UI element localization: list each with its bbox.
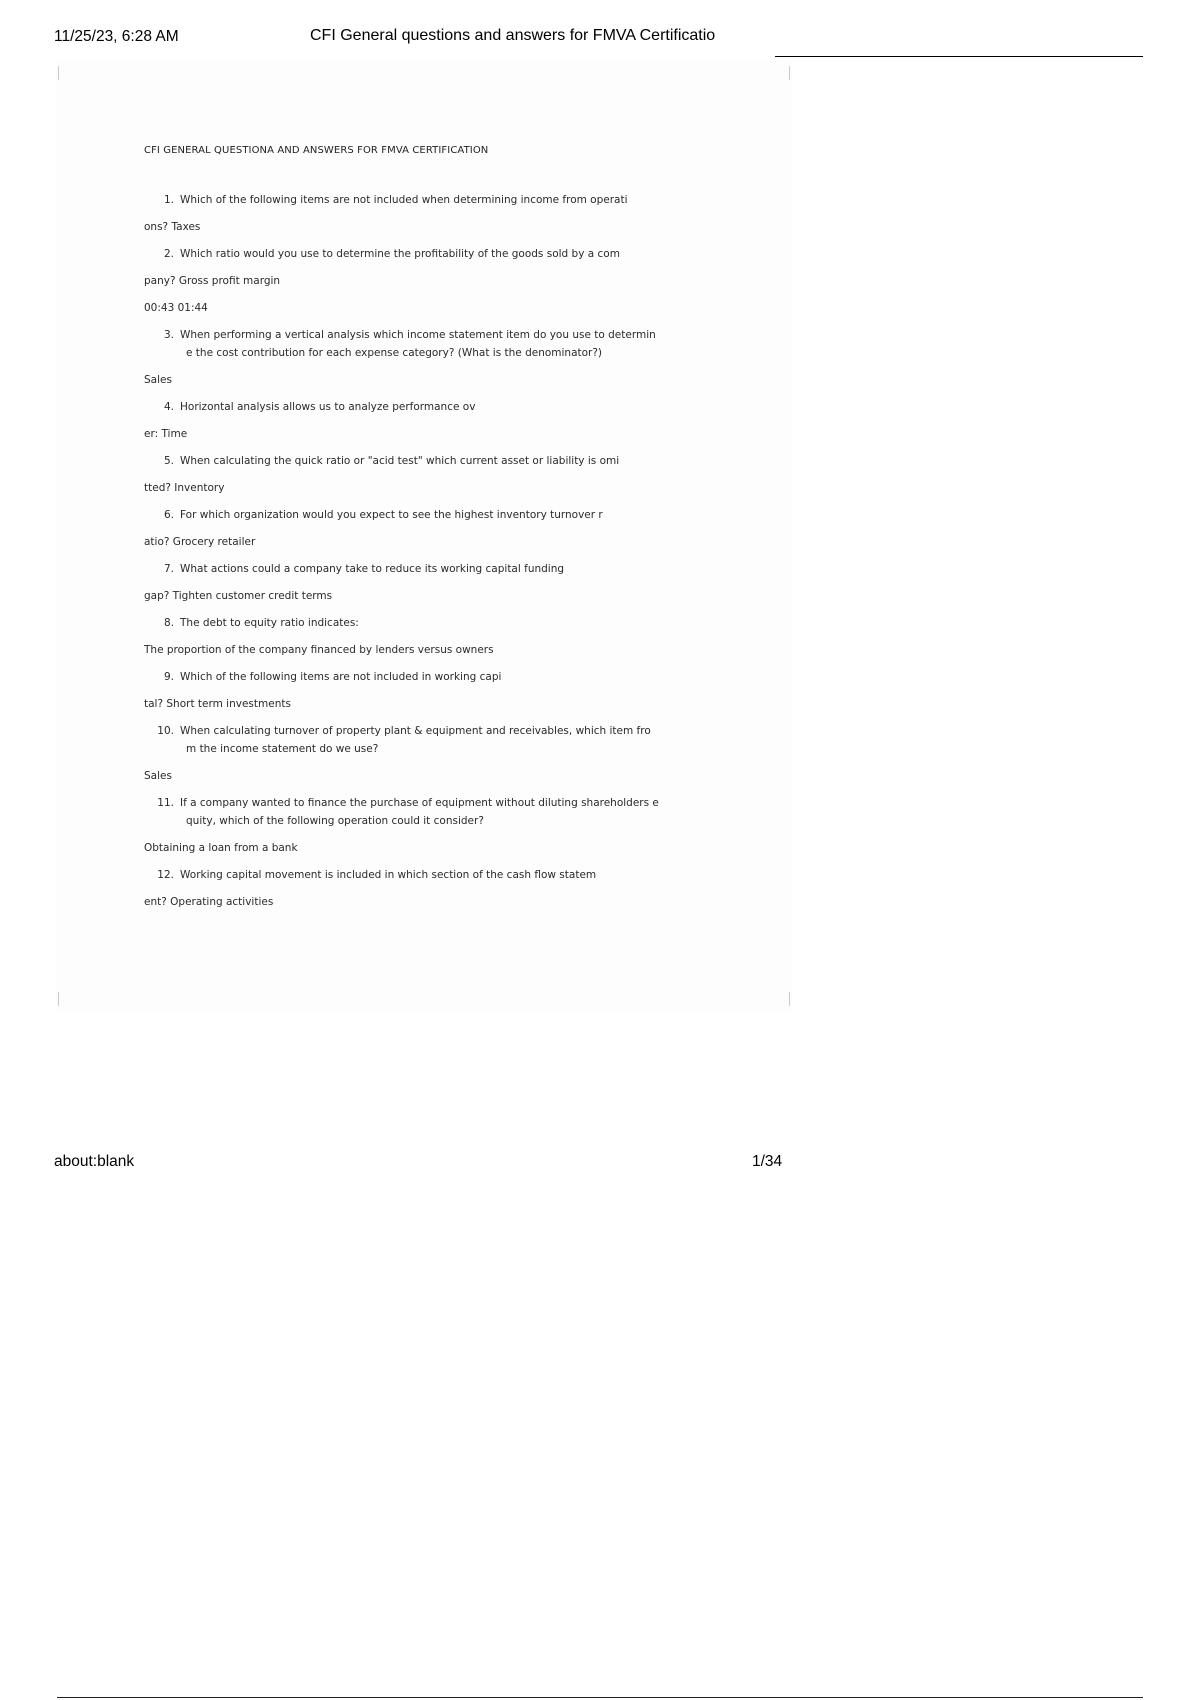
line-text: When calculating the quick ratio or "acid test" which current asset or liability is omi bbox=[180, 455, 620, 467]
answer-line bbox=[144, 590, 332, 602]
line-text: m the income statement do we use? bbox=[186, 743, 379, 755]
question-number: 4. bbox=[163, 401, 174, 413]
line-text: If a company wanted to finance the purchase of equipment without diluting shareholders e bbox=[180, 797, 659, 809]
question-line bbox=[144, 617, 359, 629]
line-text: Which ratio would you use to determine the profitability of the goods sold by a com bbox=[180, 248, 620, 260]
line-text: ons? Taxes bbox=[144, 221, 201, 233]
corner-mark bbox=[775, 992, 790, 1015]
question-line bbox=[144, 194, 628, 206]
line-text: Working capital movement is included in which section of the cash flow statem bbox=[180, 869, 597, 881]
answer-line bbox=[144, 275, 280, 287]
line-text: tted? Inventory bbox=[144, 482, 225, 494]
line-text: Obtaining a loan from a bank bbox=[144, 842, 298, 854]
print-header-timestamp: 11/25/23, 6:28 AM bbox=[54, 28, 179, 45]
bottom-rule bbox=[57, 1697, 1143, 1698]
print-header-title: CFI General questions and answers for FMVA Certificatio bbox=[310, 27, 716, 44]
line-text: e the cost contribution for each expense category? (What is the denominator?) bbox=[186, 347, 603, 359]
question-number: 3. bbox=[163, 329, 174, 341]
line-text: The proportion of the company financed by lenders versus owners bbox=[144, 644, 494, 656]
question-line bbox=[144, 509, 603, 521]
question-line bbox=[144, 248, 620, 260]
answer-line bbox=[144, 482, 224, 494]
line-text: quity, which of the following operation could it consider? bbox=[186, 815, 484, 827]
question-number: 11. bbox=[157, 797, 174, 809]
line-text: For which organization would you expect to see the highest inventory turnover r bbox=[180, 509, 603, 521]
document-page-image bbox=[58, 62, 790, 1010]
answer-line bbox=[144, 374, 172, 386]
question-number: 2. bbox=[163, 248, 174, 260]
line-text: Horizontal analysis allows us to analyze performance ov bbox=[180, 401, 476, 413]
question-line bbox=[144, 797, 659, 809]
line-text: er: Time bbox=[144, 428, 188, 440]
question-line bbox=[144, 401, 475, 413]
line-text: When performing a vertical analysis which income statement item do you use to determin bbox=[180, 329, 656, 341]
answer-line bbox=[144, 428, 187, 440]
corner-mark bbox=[775, 58, 790, 81]
answer-line bbox=[144, 221, 200, 233]
answer-line bbox=[144, 536, 255, 548]
answer-line bbox=[144, 644, 494, 656]
question-number: 6. bbox=[163, 509, 174, 521]
answer-line bbox=[144, 698, 291, 710]
line-text: Sales bbox=[144, 374, 172, 386]
line-text: The debt to equity ratio indicates: bbox=[180, 617, 359, 629]
question-number: 12. bbox=[157, 869, 174, 881]
line-text: Sales bbox=[144, 770, 172, 782]
answer-line bbox=[186, 347, 602, 359]
question-number: 1. bbox=[163, 194, 174, 206]
line-text: ent? Operating activities bbox=[144, 896, 274, 908]
line-text: tal? Short term investments bbox=[144, 698, 291, 710]
question-number: 5. bbox=[163, 455, 174, 467]
corner-mark bbox=[58, 992, 73, 1015]
line-text: When calculating turnover of property plant & equipment and receivables, which item fro bbox=[180, 725, 651, 737]
answer-line bbox=[144, 896, 273, 908]
question-number: 8. bbox=[163, 617, 174, 629]
question-line bbox=[144, 563, 564, 575]
question-line bbox=[144, 455, 619, 467]
line-text: atio? Grocery retailer bbox=[144, 536, 256, 548]
answer-line bbox=[186, 743, 378, 755]
line-text: pany? Gross profit margin bbox=[144, 275, 281, 287]
document-heading: CFI GENERAL QUESTIONA AND ANSWERS FOR FMVA CERTIFICATION bbox=[144, 145, 489, 156]
answer-line bbox=[144, 302, 208, 314]
print-footer-page-number: 1/34 bbox=[752, 1153, 783, 1170]
answer-line bbox=[186, 815, 484, 827]
print-footer-url: about:blank bbox=[54, 1153, 135, 1170]
line-text: What actions could a company take to reduce its working capital funding bbox=[180, 563, 565, 575]
header-rule bbox=[775, 56, 1143, 57]
question-line bbox=[144, 329, 656, 341]
question-number: 7. bbox=[163, 563, 174, 575]
line-text: 00:43 01:44 bbox=[144, 302, 208, 314]
line-text: Which of the following items are not included when determining income from operati bbox=[180, 194, 628, 206]
question-number: 9. bbox=[163, 671, 174, 683]
corner-mark bbox=[58, 58, 73, 81]
question-line bbox=[144, 671, 501, 683]
line-text: gap? Tighten customer credit terms bbox=[144, 590, 333, 602]
line-text: Which of the following items are not included in working capi bbox=[180, 671, 502, 683]
answer-line bbox=[144, 770, 172, 782]
answer-line bbox=[144, 842, 298, 854]
question-line bbox=[144, 725, 651, 737]
question-line bbox=[144, 869, 596, 881]
question-number: 10. bbox=[157, 725, 174, 737]
